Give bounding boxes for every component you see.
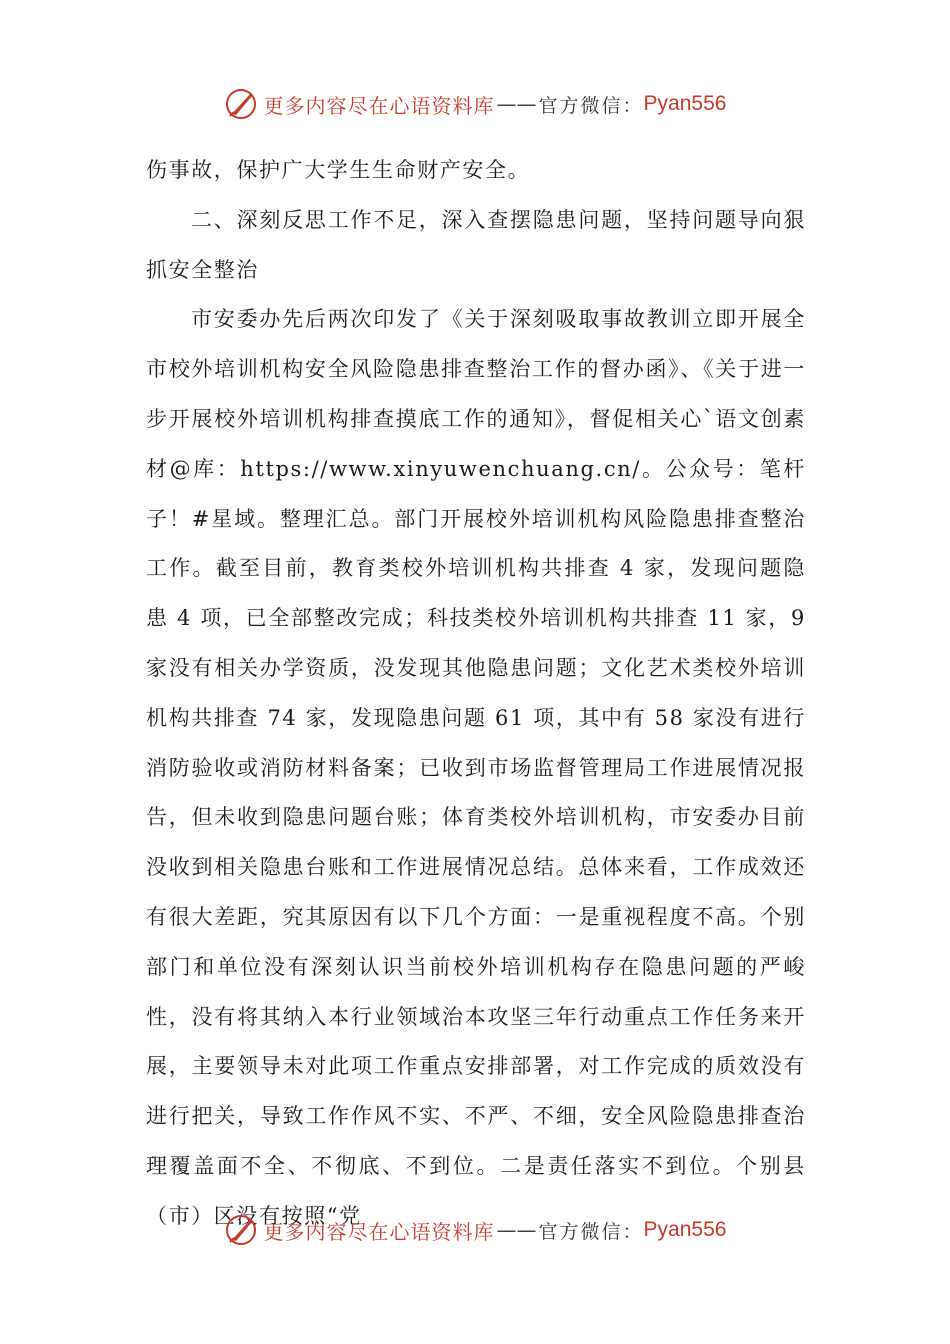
paragraph-main: 市安委办先后两次印发了《关于深刻吸取事故教训立即开展全市校外培训机构安全风险隐患排查整治工作的督办函》、《关于进一步开展校外培训机构排查摸底工作的通知》，督促相关心`语文创素材@库：https://www.xinyuwenchuang.cn/。公众号：笔杆子！#星域。整理汇总。部门开展校外培训机构风险隐患排查整治工作。截至目前，教育类校外培训机构共排查 4 家，发现问题隐患 4 项，已全部整改完成；科技类校外培训机构共排查 11 家，9 家没有相关办学资质，没发现其他隐患问题；文化艺术类校外培训机构共排查 74 家，发现隐患问题 61 项，其中有 58 家没有进行消防验收或消防材料备案；已收到市场监督管理局工作进展情况报告，但未收到隐患问题台账；体育类校外培训机构，市安委办目前没收到相关隐患台账和工作进展情况总结。总体来看，工作成效还有很大差距，究其原因有以下几个方面：一是重视程度不高。个别部门和单位没有深刻认识当前校外培训机构存在隐患问题的严峻性，没有将其纳入本行业领域治本攻坚三年行动重点工作任务来开展，主要领导未对此项工作重点安排部署，对工作完成的质效没有进行把关，导致工作作风不实、不严、不细，安全风险隐患排查治理覆盖面不全、不彻底、不到位。二是责任落实不到位。个别县（市）区没有按照“党 (146, 307, 806, 1228)
footer-wechat-id: Pyan556 (643, 1218, 727, 1241)
footer-separator: —— (496, 1218, 537, 1242)
header-banner (0, 82, 950, 126)
footer-brand-text: 更多内容尽在心语资料库 (263, 1219, 495, 1244)
document-body (146, 146, 806, 1242)
header-official-label: 官方微信： (538, 94, 644, 117)
quill-pen-logo-icon (224, 86, 260, 122)
paragraph-continuation: 伤事故，保护广大学生生命财产安全。 (146, 158, 531, 182)
header-brand-text: 更多内容尽在心语资料库 (263, 93, 495, 118)
quill-pen-logo-icon (224, 1212, 260, 1248)
header-separator: —— (496, 92, 537, 116)
header-wechat-id: Pyan556 (643, 92, 727, 115)
section-heading: 二、深刻反思工作不足，深入查摆隐患问题，坚持问题导向狠抓安全整治 (146, 207, 806, 282)
footer-official-label: 官方微信： (538, 1220, 644, 1243)
footer-banner (0, 1208, 950, 1252)
